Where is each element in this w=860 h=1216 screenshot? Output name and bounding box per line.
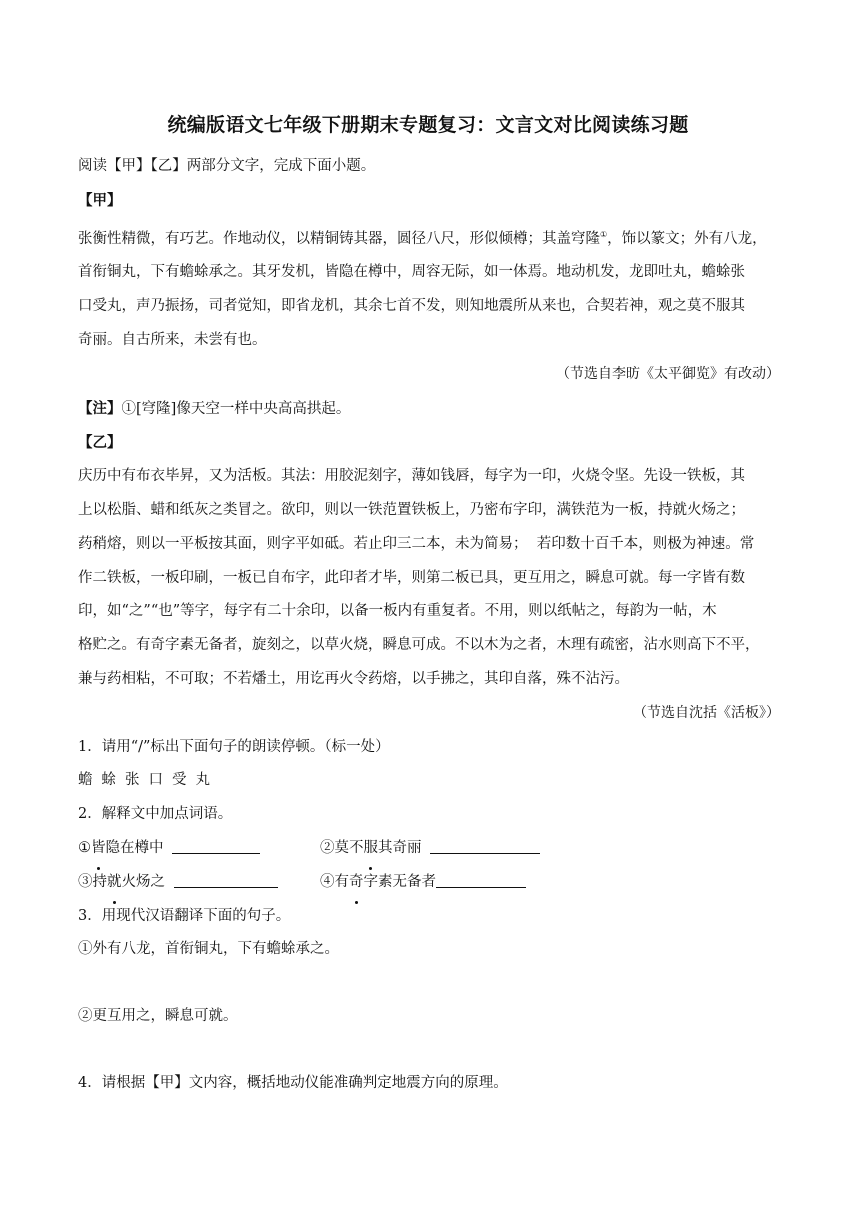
yi-line: 庆历中有布衣毕昇，又为活板。其法：用胶泥刻字，薄如钱唇，每字为一印，火烧令坚。先设一铁板，其 [78,468,745,485]
answer-blank[interactable] [172,839,260,854]
yi-passage [78,460,780,697]
yi-line: 格贮之。有奇字素无备者，旋刻之，以草火烧，瞬息可成。不以木为之者，木理有疏密，沾水则高下不平， [78,637,760,654]
jia-source: （节选自李昉《太平御览》有改动） [556,365,780,382]
document-page [78,110,780,1101]
jia-line: 张衡性精微，有巧艺。作地动仪，以精铜铸其器，圆径八尺，形似倾樽；其盖穹隆①，饰以篆文；外有八龙， [78,229,767,247]
yi-line: 印，如“之”“也”等字，每字有二十余印，以备一板内有重复者。不用，则以纸帖之，每韵为一帖，木 [78,603,717,620]
q2-item-3: ③持就火炀之 [78,866,320,900]
question-3-sentence-1: ①外有八龙，首衔铜丸，下有蟾蜍承之。 [78,941,339,958]
yi-line: 药稍熔，则以一平板按其面，则字平如砥。若止印三二本，未为简易； 若印数十百千本，则极为神速。常 [78,535,755,552]
note-label: 【注】 [78,399,122,417]
yi-line: 兼与药相粘，不可取；不若燔土，用讫再火令药熔，以手拂之，其印自落，殊不沾污。 [78,670,629,687]
yi-line: 作二铁板，一板印刷，一板已自布字，此印者才毕，则第二板已具，更互用之，瞬息可就。每一字皆有数 [78,569,745,586]
question-1: 1．请用“/”标出下面句子的朗读停顿。（标一处） [78,738,390,755]
question-2-row-2 [78,866,780,900]
dotted-word: 奇 [349,866,364,900]
answer-space[interactable] [78,1034,780,1067]
jia-line: 首衔铜丸，下有蟾蜍承之。其牙发机，皆隐在樽中，周容无际，如一体焉。地动机发，龙即吐丸，蟾蜍张 [78,264,745,281]
dotted-word: 就 [107,866,122,900]
jia-line: 奇丽。自古所来，未尝有也。 [78,331,267,348]
q2-item-1: ①皆隐在樽中 [78,832,320,866]
q2-item-2: ②莫不服其奇丽 [320,832,540,866]
document-title: 统编版语文七年级下册期末专题复习：文言文对比阅读练习题 [167,114,689,136]
jia-passage [78,218,780,358]
yi-label: 【乙】 [78,434,122,452]
jia-label: 【甲】 [78,191,122,209]
answer-blank[interactable] [174,873,278,888]
question-2-row-1 [78,832,780,866]
answer-blank[interactable] [436,873,526,888]
footnote-mark: ① [600,229,608,239]
q2-item-4: ④有奇字素无备者 [320,866,526,900]
question-3: 3．用现代汉语翻译下面的句子。 [78,907,291,924]
question-3-sentence-2: ②更互用之，瞬息可就。 [78,1008,238,1025]
dotted-word: 服 [364,832,379,866]
intro-text: 阅读【甲】【乙】两部分文字，完成下面小题。 [78,158,376,174]
question-2: 2．解释文中加点词语。 [78,806,233,823]
yi-line: 上以松脂、蜡和纸灰之类冒之。欲印，则以一铁范置铁板上，乃密布字印，满铁范为一板，持就火炀之； [78,501,745,518]
question-4: 4．请根据【甲】文内容，概括地动仪能准确判定地震方向的原理。 [78,1074,508,1091]
yi-source: （节选自沈括《活板》） [633,704,780,721]
answer-blank[interactable] [430,839,540,854]
dotted-word: 皆 [91,832,106,866]
jia-line: 口受丸，声乃振扬，司者觉知，即省龙机，其余七首不发，则知地震所从来也，合契若神，观之莫不服其 [78,298,745,315]
note [78,392,780,427]
note-text: ①[穹隆]像天空一样中央高高拱起。 [121,400,351,417]
question-1-sentence: 蟾蜍张口受丸 [78,772,219,789]
answer-space[interactable] [78,967,780,1000]
